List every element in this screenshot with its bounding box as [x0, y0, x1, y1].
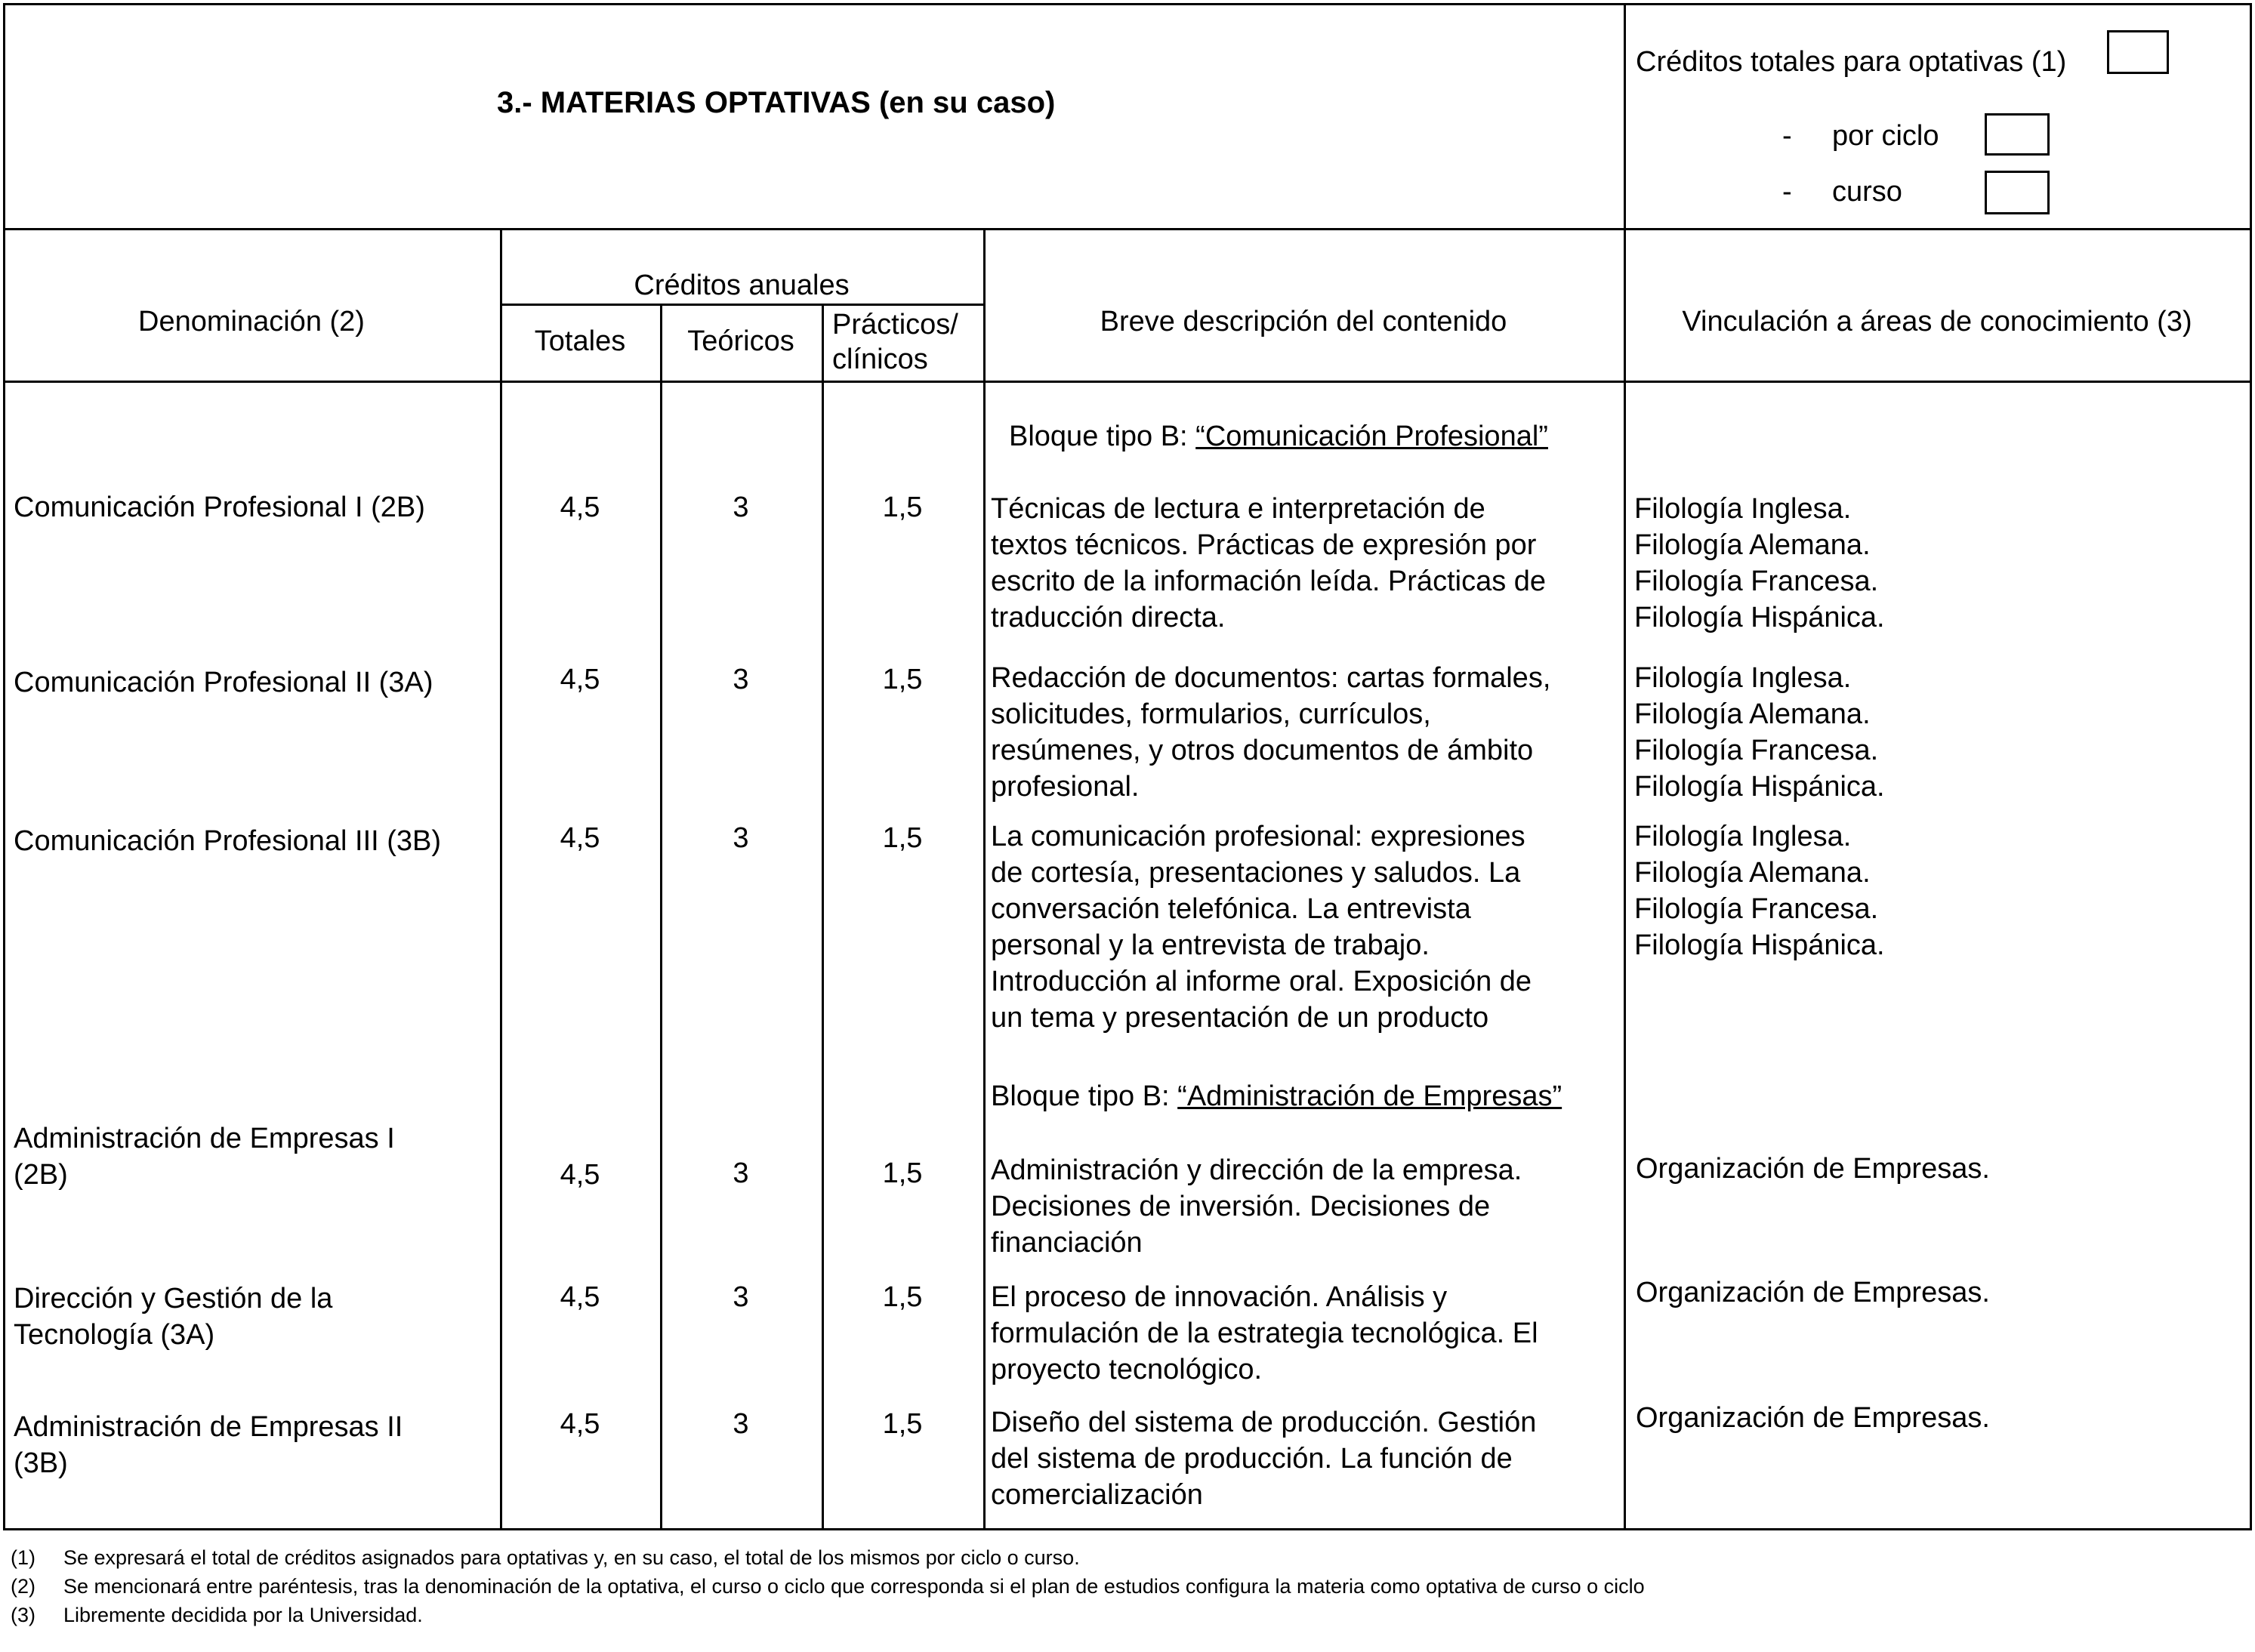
area-item: Organización de Empresas.	[1636, 1277, 1990, 1308]
por-ciclo-box[interactable]	[1985, 113, 2050, 156]
curso-box[interactable]	[1985, 171, 2050, 214]
footnote-2	[11, 1573, 1645, 1599]
row-name: (2B)	[14, 1159, 68, 1191]
cell-teoricos: 3	[733, 492, 749, 523]
col-header-descripcion: Breve descripción del contenido	[1100, 306, 1507, 337]
creditos-anuales-underline	[500, 304, 983, 306]
block-name: “Comunicación Profesional”	[1195, 421, 1548, 452]
curso-dash: -	[1782, 176, 1792, 208]
column-header-bottom	[3, 381, 2252, 383]
col-sep-teoricos	[660, 304, 662, 1530]
cell-practicos: 1,5	[882, 822, 923, 854]
area-item: Filología Inglesa.	[1634, 821, 1852, 852]
desc-line: Técnicas de lectura e interpretación de	[991, 493, 1485, 525]
cell-teoricos: 3	[733, 664, 749, 695]
curso-label: curso	[1832, 176, 1902, 208]
table-left-border	[3, 3, 5, 1530]
desc-line: conversación telefónica. La entrevista	[991, 893, 1471, 925]
block-name: “Administración de Empresas”	[1177, 1080, 1562, 1112]
col-sep-totales	[500, 228, 502, 1530]
area-item: Filología Hispánica.	[1634, 602, 1885, 633]
block-prefix: Bloque tipo B:	[1009, 421, 1196, 452]
row-name: (3B)	[14, 1447, 68, 1479]
footnote-text: Libremente decidida por la Universidad.	[63, 1604, 423, 1626]
desc-line: escrito de la información leída. Prácticas de	[991, 566, 1547, 597]
desc-line: resúmenes, y otros documentos de ámbito	[991, 735, 1534, 766]
area-item: Organización de Empresas.	[1636, 1153, 1990, 1185]
por-ciclo-label: por ciclo	[1832, 120, 1939, 152]
page-title: 3.- MATERIAS OPTATIVAS (en su caso)	[497, 86, 1056, 119]
cell-totales: 4,5	[560, 822, 600, 854]
footnote-3	[11, 1602, 423, 1628]
cell-teoricos: 3	[733, 1157, 749, 1189]
row-name: Tecnología (3A)	[14, 1319, 215, 1351]
desc-line: La comunicación profesional: expresiones	[991, 821, 1525, 852]
col-header-practicos-1: Prácticos/	[832, 309, 958, 341]
cell-totales: 4,5	[560, 1408, 600, 1440]
cell-practicos: 1,5	[882, 1281, 923, 1313]
desc-line: comercialización	[991, 1479, 1203, 1511]
desc-line: El proceso de innovación. Análisis y	[991, 1281, 1448, 1313]
area-item: Filología Hispánica.	[1634, 929, 1885, 961]
area-item: Filología Francesa.	[1634, 735, 1879, 766]
col-sep-practicos	[822, 304, 824, 1530]
area-item: Filología Alemana.	[1634, 529, 1871, 561]
col-header-denominacion: Denominación (2)	[138, 306, 365, 337]
area-item: Filología Alemana.	[1634, 698, 1871, 730]
desc-line: Decisiones de inversión. Decisiones de	[991, 1191, 1491, 1222]
row-name: Administración de Empresas I	[14, 1123, 395, 1154]
row-name: Comunicación Profesional III (3B)	[14, 825, 442, 857]
desc-line: Redacción de documentos: cartas formales,	[991, 662, 1551, 694]
row-name: Comunicación Profesional I (2B)	[14, 492, 425, 523]
cell-practicos: 1,5	[882, 664, 923, 695]
cell-practicos: 1,5	[882, 1408, 923, 1440]
cell-totales: 4,5	[560, 1159, 600, 1191]
col-header-creditos-anuales: Créditos anuales	[634, 270, 850, 301]
col-sep-vinculacion	[1624, 3, 1626, 1530]
block-title-administracion	[991, 1078, 1562, 1114]
footnote-number: (3)	[11, 1604, 35, 1626]
col-header-teoricos: Teóricos	[687, 325, 794, 357]
area-item: Filología Inglesa.	[1634, 662, 1852, 694]
desc-line: Introducción al informe oral. Exposición de	[991, 966, 1532, 997]
cell-totales: 4,5	[560, 664, 600, 695]
cell-practicos: 1,5	[882, 1157, 923, 1189]
col-header-vinculacion: Vinculación a áreas de conocimiento (3)	[1682, 306, 2192, 337]
area-item: Filología Inglesa.	[1634, 493, 1852, 525]
desc-line: formulación de la estrategia tecnológica. El	[991, 1318, 1538, 1349]
desc-line: solicitudes, formularios, currículos,	[991, 698, 1431, 730]
area-item: Filología Francesa.	[1634, 566, 1879, 597]
footnote-text: Se expresará el total de créditos asignados para optativas y, en su caso, el total de los mismos por ciclo o curso.	[63, 1546, 1080, 1569]
desc-line: Diseño del sistema de producción. Gestión	[991, 1407, 1537, 1438]
table-top-border	[3, 3, 2252, 5]
desc-line: Administración y dirección de la empresa.	[991, 1154, 1522, 1186]
area-item: Filología Alemana.	[1634, 857, 1871, 889]
footnote-text: Se mencionará entre paréntesis, tras la denominación de la optativa, el curso o ciclo que corresponda si el plan de estudios configura la materia como optativa de curso o ciclo	[63, 1575, 1645, 1598]
cell-totales: 4,5	[560, 1281, 600, 1313]
area-item: Organización de Empresas.	[1636, 1402, 1990, 1434]
row-name: Dirección y Gestión de la	[14, 1283, 333, 1315]
footnote-number: (2)	[11, 1575, 35, 1598]
desc-line: de cortesía, presentaciones y saludos. La	[991, 857, 1521, 889]
desc-line: del sistema de producción. La función de	[991, 1443, 1513, 1475]
row-name: Administración de Empresas II	[14, 1411, 403, 1443]
row-name: Comunicación Profesional II (3A)	[14, 667, 433, 698]
cell-totales: 4,5	[560, 492, 600, 523]
col-header-totales: Totales	[534, 325, 626, 357]
desc-line: profesional.	[991, 771, 1140, 803]
por-ciclo-dash: -	[1782, 120, 1792, 152]
cell-teoricos: 3	[733, 1281, 749, 1313]
cell-teoricos: 3	[733, 1408, 749, 1440]
footnote-1	[11, 1545, 1080, 1570]
creditos-totales-label: Créditos totales para optativas (1)	[1636, 46, 2067, 78]
header-divider	[3, 228, 2252, 230]
table-bottom-border	[3, 1528, 2252, 1530]
table-right-border	[2250, 3, 2252, 1530]
cell-teoricos: 3	[733, 822, 749, 854]
desc-line: financiación	[991, 1227, 1143, 1259]
creditos-totales-box[interactable]	[2107, 30, 2169, 74]
block-title-comunicacion	[1009, 418, 1548, 455]
footnote-number: (1)	[11, 1546, 35, 1569]
col-header-practicos-2: clínicos	[832, 344, 928, 375]
desc-line: personal y la entrevista de trabajo.	[991, 929, 1430, 961]
area-item: Filología Hispánica.	[1634, 771, 1885, 803]
cell-practicos: 1,5	[882, 492, 923, 523]
desc-line: un tema y presentación de un producto	[991, 1002, 1489, 1034]
desc-line: traducción directa.	[991, 602, 1226, 633]
block-prefix: Bloque tipo B:	[991, 1080, 1178, 1112]
col-sep-descripcion	[983, 228, 986, 1530]
desc-line: proyecto tecnológico.	[991, 1354, 1263, 1385]
desc-line: textos técnicos. Prácticas de expresión por	[991, 529, 1537, 561]
area-item: Filología Francesa.	[1634, 893, 1879, 925]
